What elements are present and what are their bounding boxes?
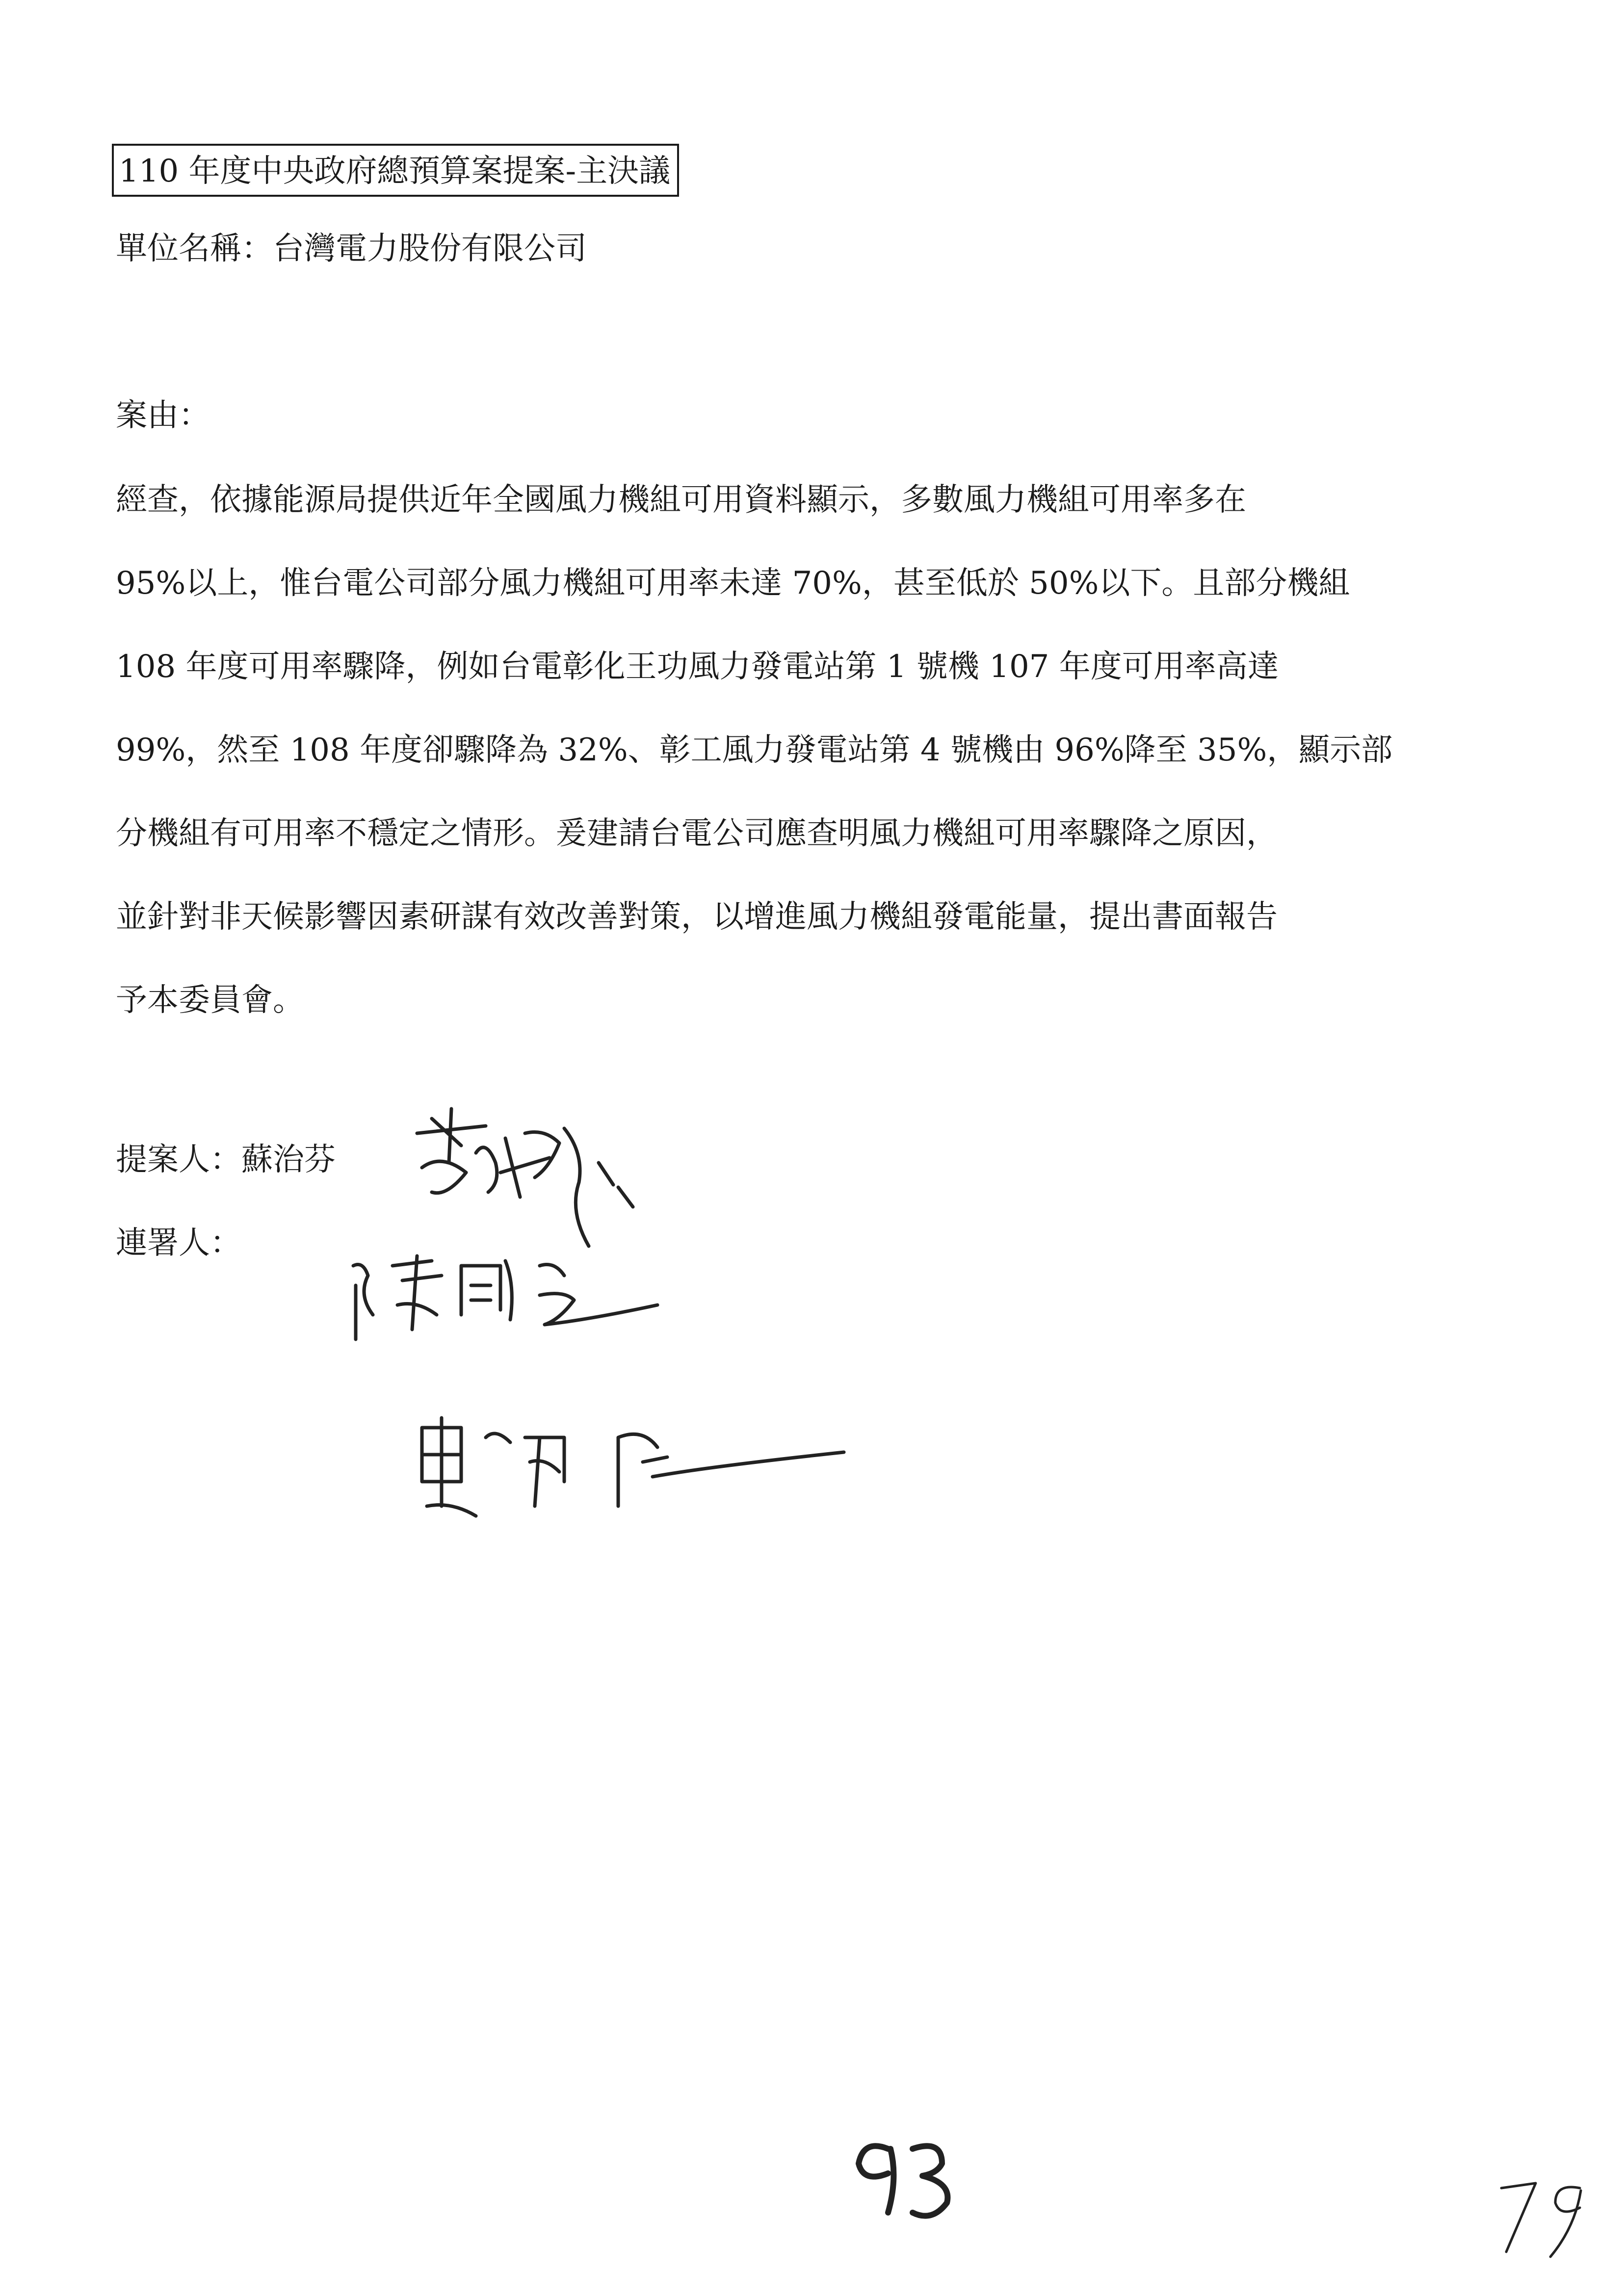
- body-line: 95%以上，惟台電公司部分風力機組可用率未達 70%，甚至低於 50%以下。且部分機組: [116, 565, 1350, 601]
- proposer-signature: [402, 1099, 657, 1256]
- body-line: 99%，然至 108 年度卻驟降為 32%、彰工風力發電站第 4 號機由 96%降至 35%，顯示部: [116, 732, 1393, 768]
- cosigner-signature-2: [412, 1408, 854, 1536]
- body-line: 予本委員會。: [116, 982, 304, 1018]
- cosigner-label: 連署人：: [116, 1225, 241, 1261]
- body-line: 分機組有可用率不穩定之情形。爰建請台電公司應查明風力機組可用率驟降之原因，: [116, 815, 1278, 852]
- body-line: 並針對非天候影響因素研謀有效改善對策，以增進風力機組發電能量，提出書面報告: [116, 899, 1278, 935]
- reason-label: 案由：: [116, 397, 210, 434]
- proposer-label: 提案人：蘇治芬: [116, 1142, 336, 1178]
- page-number-corner: [1492, 2168, 1599, 2267]
- page-number-handwritten: [844, 2129, 962, 2227]
- unit-name: 單位名稱：台灣電力股份有限公司: [116, 231, 587, 267]
- body-line: 108 年度可用率驟降，例如台電彰化王功風力發電站第 1 號機 107 年度可用率高達: [116, 649, 1279, 685]
- cosigner-signature-1: [343, 1246, 677, 1344]
- body-line: 經查，依據能源局提供近年全國風力機組可用資料顯示，多數風力機組可用率多在: [116, 482, 1246, 518]
- document-title: 110 年度中央政府總預算案提案-主決議: [112, 144, 679, 197]
